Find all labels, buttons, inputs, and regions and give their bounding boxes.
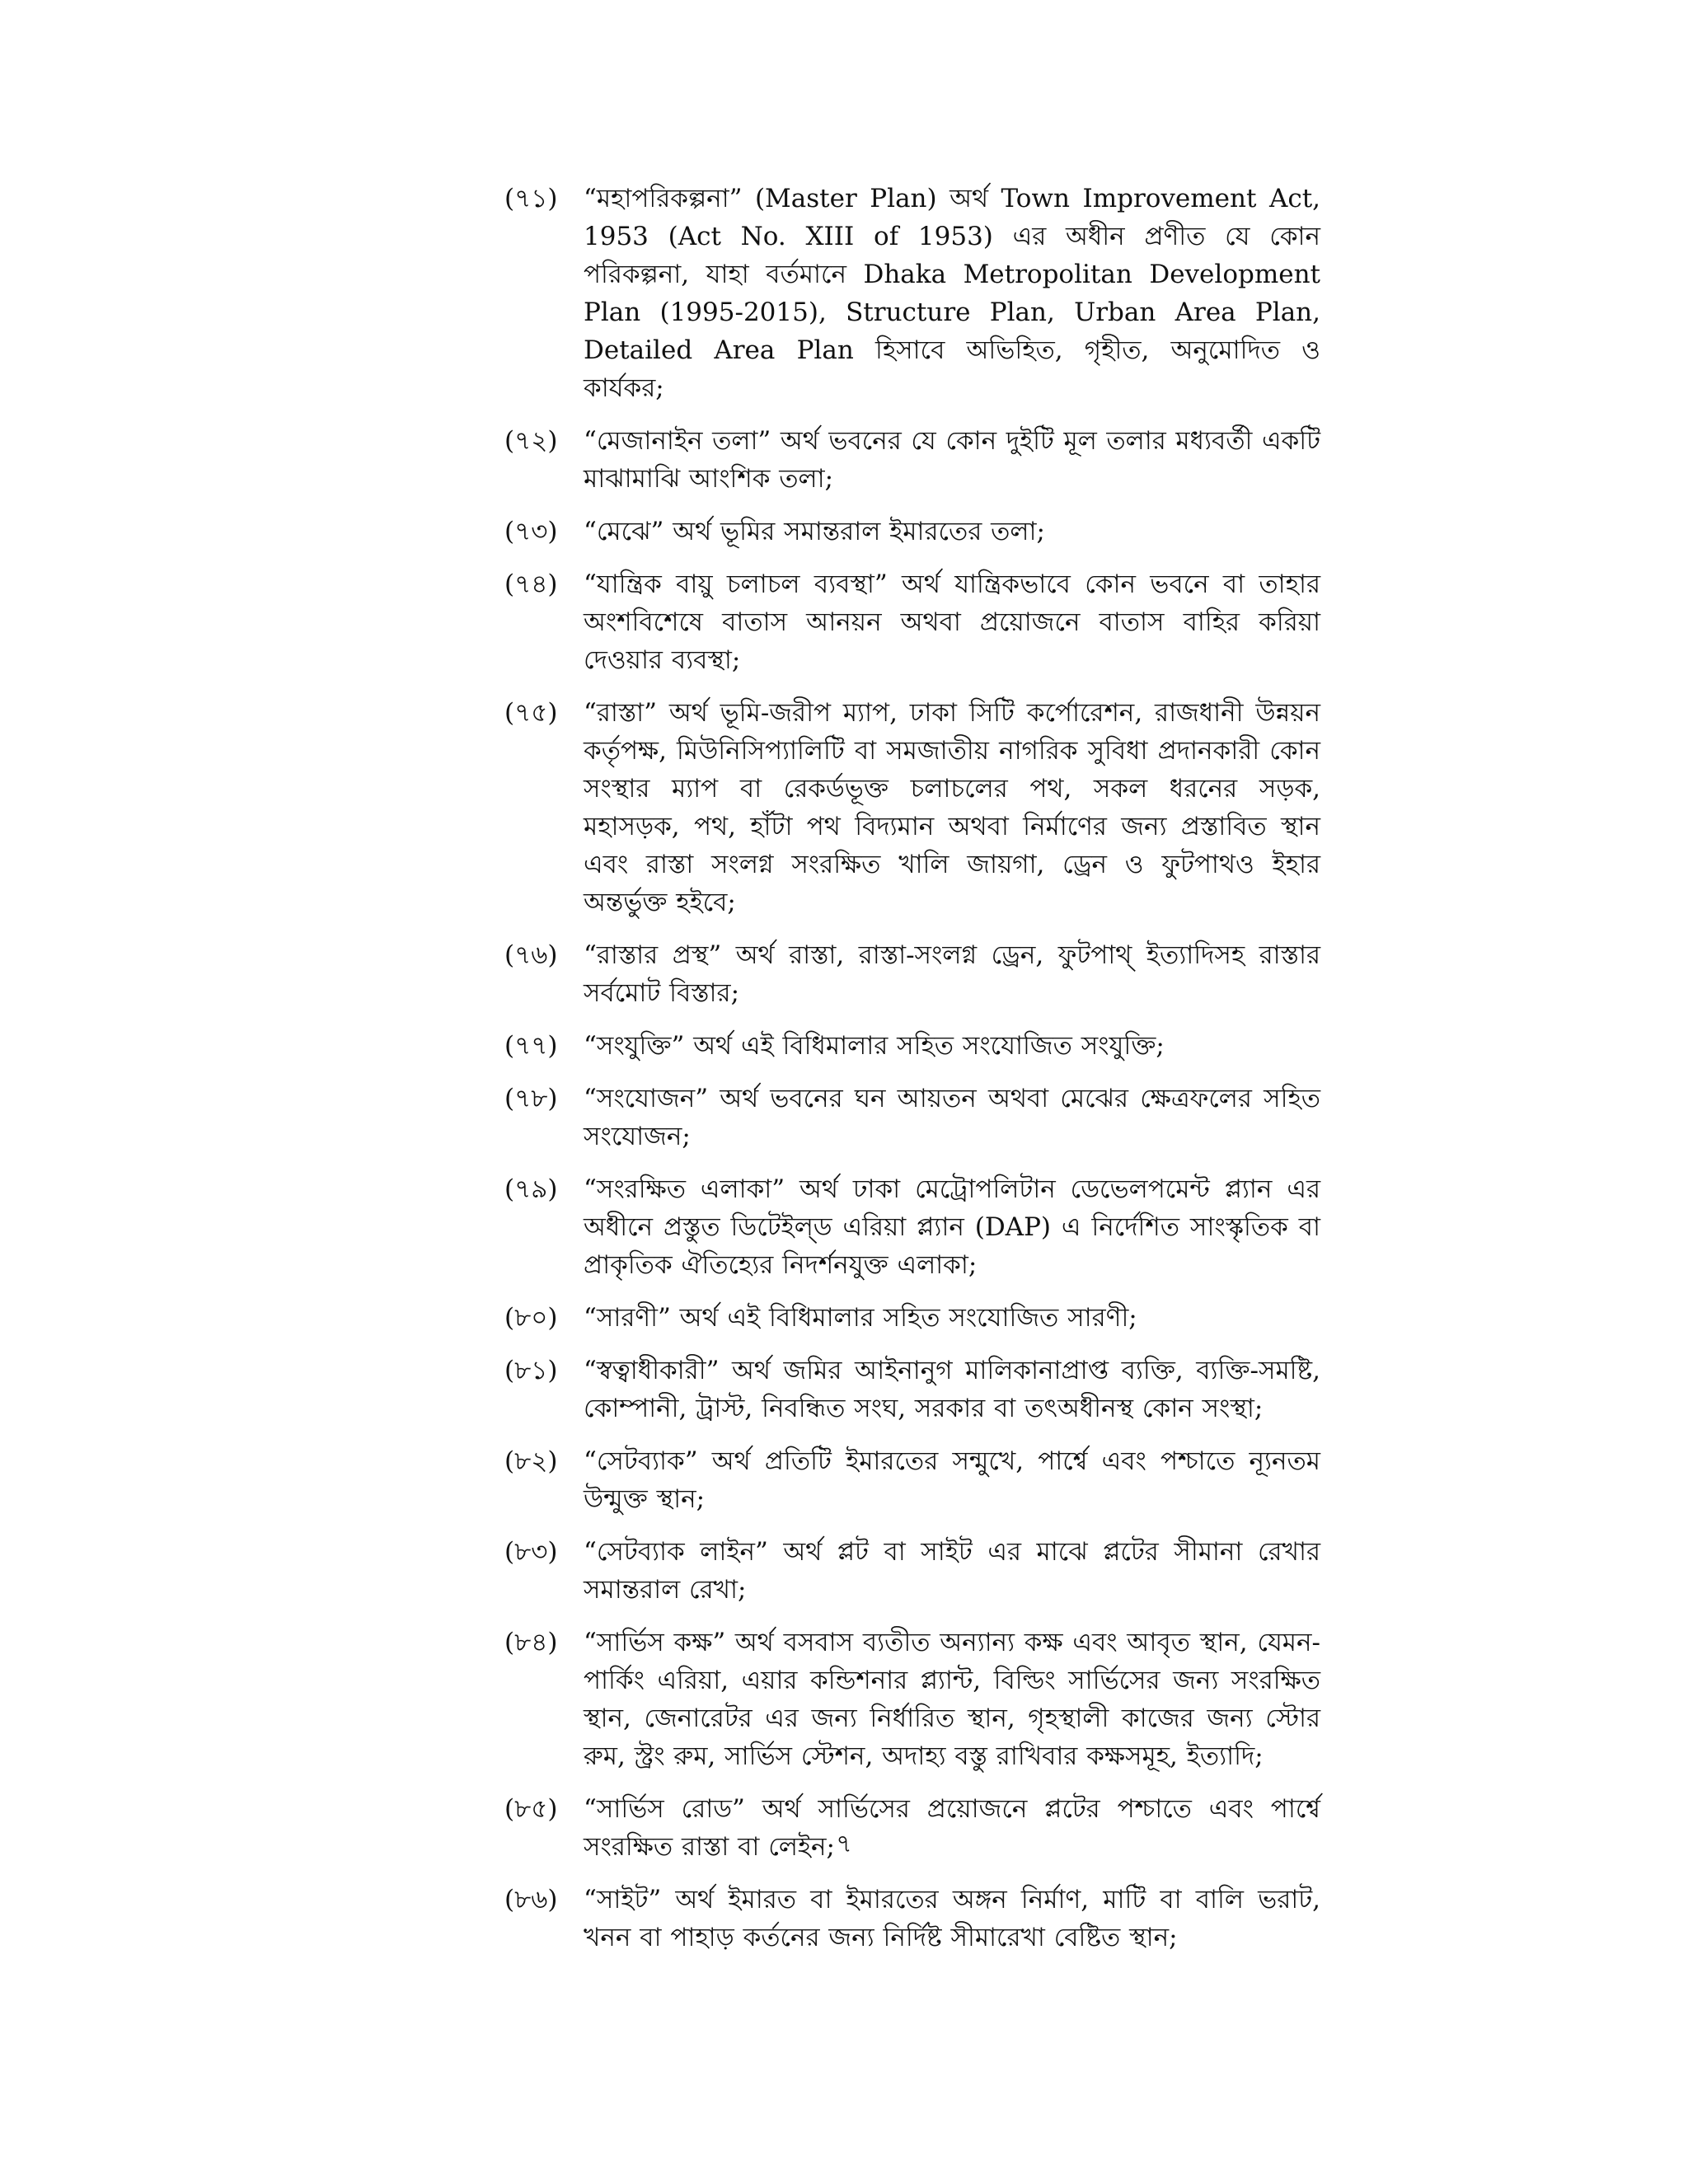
definition-number: (৮৪) xyxy=(504,1628,558,1657)
definition-item xyxy=(504,565,1320,679)
definition-item xyxy=(504,1881,1320,1957)
definition-number: (৭৭) xyxy=(504,1031,558,1061)
definition-number: (৮১) xyxy=(504,1356,558,1385)
definition-number: (৮২) xyxy=(504,1446,558,1476)
page-number: ৭ xyxy=(836,1830,852,1858)
definition-number: (৭১) xyxy=(504,184,558,213)
definition-text: “মেজানাইন তলা” অর্থ ভবনের যে কোন দুইটি মূল তলার মধ্যবর্তী একটি মাঝামাঝি আংশিক তলা; xyxy=(584,426,1320,494)
definition-number: (৭৬) xyxy=(504,940,558,970)
definition-text: “সেটব্যাক লাইন” অর্থ প্লট বা সাইট এর মাঝে প্লটের সীমানা রেখার সমান্তরাল রেখা; xyxy=(584,1537,1320,1605)
definition-item xyxy=(504,1027,1320,1065)
definition-item xyxy=(504,1442,1320,1518)
definition-text: “স্বত্বাধীকারী” অর্থ জমির আইনানুগ মালিকানাপ্রাপ্ত ব্যক্তি, ব্যক্তি-সমষ্টি, কোম্পানী, ট্রাস্ট, নিবন্ধিত সংঘ, সরকার বা তৎঅধীনস্থ কোন সংস্থা; xyxy=(584,1356,1320,1423)
definition-number: (৭৯) xyxy=(504,1174,558,1204)
definition-item xyxy=(504,1299,1320,1337)
definition-item xyxy=(504,694,1320,921)
definition-item xyxy=(504,936,1320,1012)
definition-item xyxy=(504,1533,1320,1609)
definition-item xyxy=(504,1080,1320,1155)
definition-text: “সংযোজন” অর্থ ভবনের ঘন আয়তন অথবা মেঝের ক্ষেত্রফলের সহিত সংযোজন; xyxy=(584,1084,1320,1151)
definition-text: “রাস্তার প্রস্থ” অর্থ রাস্তা, রাস্তা-সংলগ্ন ড্রেন, ফুটপাথ্ ইত্যাদিসহ রাস্তার সর্বমোট বিস্তার; xyxy=(584,940,1320,1008)
definition-text: “সার্ভিস রোড” অর্থ সার্ভিসের প্রয়োজনে প্লটের পশ্চাতে এবং পার্শ্বে সংরক্ষিত রাস্তা বা লেইন; xyxy=(584,1794,1320,1862)
definition-item xyxy=(504,180,1320,407)
definition-text: “রাস্তা” অর্থ ভূমি-জরীপ ম্যাপ, ঢাকা সিটি কর্পোরেশন, রাজধানী উন্নয়ন কর্তৃপক্ষ, মিউনিসিপ্যালিটি বা সমজাতীয় নাগরিক সুবিধা প্রদানকারী কোন সংস্থার ম্যাপ বা রেকর্ডভূক্ত চলাচলের পথ, সকল ধরনের সড়ক, মহাসড়ক, পথ, হাঁটা পথ বিদ্যমান অথবা নির্মাণের জন্য প্রস্তাবিত স্থান এবং রাস্তা সংলগ্ন সংরক্ষিত খালি জায়গা, ড্রেন ও ফুটপাথও ইহার অন্তর্ভুক্ত হইবে; xyxy=(584,698,1320,917)
definition-number: (৭৫) xyxy=(504,698,558,728)
definition-number: (৭৮) xyxy=(504,1084,558,1113)
definition-text: “সেটব্যাক” অর্থ প্রতিটি ইমারতের সন্মুখে, পার্শ্বে এবং পশ্চাতে ন্যূনতম উন্মুক্ত স্থান; xyxy=(584,1446,1320,1514)
definition-item xyxy=(504,1352,1320,1427)
definition-item xyxy=(504,422,1320,498)
definition-text: “মহাপরিকল্পনা” (Master Plan) অর্থ Town Improvement Act, 1953 (Act No. XIII of 1953) এর অধীন প্রণীত যে কোন পরিকল্পনা, যাহা বর্তমানে Dhaka Metropolitan Development Plan (1995-2015), Structure Plan, Urban Area Plan, Detailed Area Plan হিসাবে অভিহিত, গৃহীত, অনুমোদিত ও কার্যকর; xyxy=(584,184,1320,403)
definition-number: (৭৩) xyxy=(504,517,558,546)
definition-text: “সংরক্ষিত এলাকা” অর্থ ঢাকা মেট্রোপলিটান ডেভেলপমেন্ট প্ল্যান এর অধীনে প্রস্তুত ডিটেইল্‌ড এরিয়া প্ল্যান (DAP) এ নির্দেশিত সাংস্কৃতিক বা প্রাকৃতিক ঐতিহ্যের নিদর্শনযুক্ত এলাকা; xyxy=(584,1174,1320,1280)
definition-number: (৭২) xyxy=(504,426,558,456)
definition-number: (৮০) xyxy=(504,1303,558,1333)
definition-item xyxy=(504,1170,1320,1284)
definition-number: (৮৬) xyxy=(504,1885,558,1915)
definition-text: “সার্ভিস কক্ষ” অর্থ বসবাস ব্যতীত অন্যান্য কক্ষ এবং আবৃত স্থান, যেমন- পার্কিং এরিয়া, এয়ার কন্ডিশনার প্ল্যান্ট, বিল্ডিং সার্ভিসের জন্য সংরক্ষিত স্থান, জেনারেটর এর জন্য নির্ধারিত স্থান, গৃহস্থালী কাজের জন্য স্টোর রুম, স্ট্রং রুম, সার্ভিস স্টেশন, অদাহ্য বস্তু রাখিবার কক্ষসমূহ, ইত্যাদি; xyxy=(584,1628,1320,1771)
definition-number: (৮৫) xyxy=(504,1794,558,1824)
definition-text: “মেঝে” অর্থ ভূমির সমান্তরাল ইমারতের তলা; xyxy=(584,517,1045,546)
definition-text: “সাইট” অর্থ ইমারত বা ইমারতের অঙ্গন নির্মাণ, মাটি বা বালি ভরাট, খনন বা পাহাড় কর্তনের জন্য নির্দিষ্ট সীমারেখা বেষ্টিত স্থান; xyxy=(584,1885,1320,1952)
definition-text: “যান্ত্রিক বায়ু চলাচল ব্যবস্থা” অর্থ যান্ত্রিকভাবে কোন ভবনে বা তাহার অংশবিশেষে বাতাস আনয়ন অথবা প্রয়োজনে বাতাস বাহির করিয়া দেওয়ার ব্যবস্থা; xyxy=(584,569,1320,675)
definition-text: “সংযুক্তি” অর্থ এই বিধিমালার সহিত সংযোজিত সংযুক্তি; xyxy=(584,1031,1165,1061)
definitions-list xyxy=(504,180,1320,1971)
definition-number: (৮৩) xyxy=(504,1537,558,1567)
definition-number: (৭৪) xyxy=(504,569,558,599)
definition-text: “সারণী” অর্থ এই বিধিমালার সহিত সংযোজিত সারণী; xyxy=(584,1303,1137,1333)
definition-item xyxy=(504,1624,1320,1775)
definition-item xyxy=(504,513,1320,551)
